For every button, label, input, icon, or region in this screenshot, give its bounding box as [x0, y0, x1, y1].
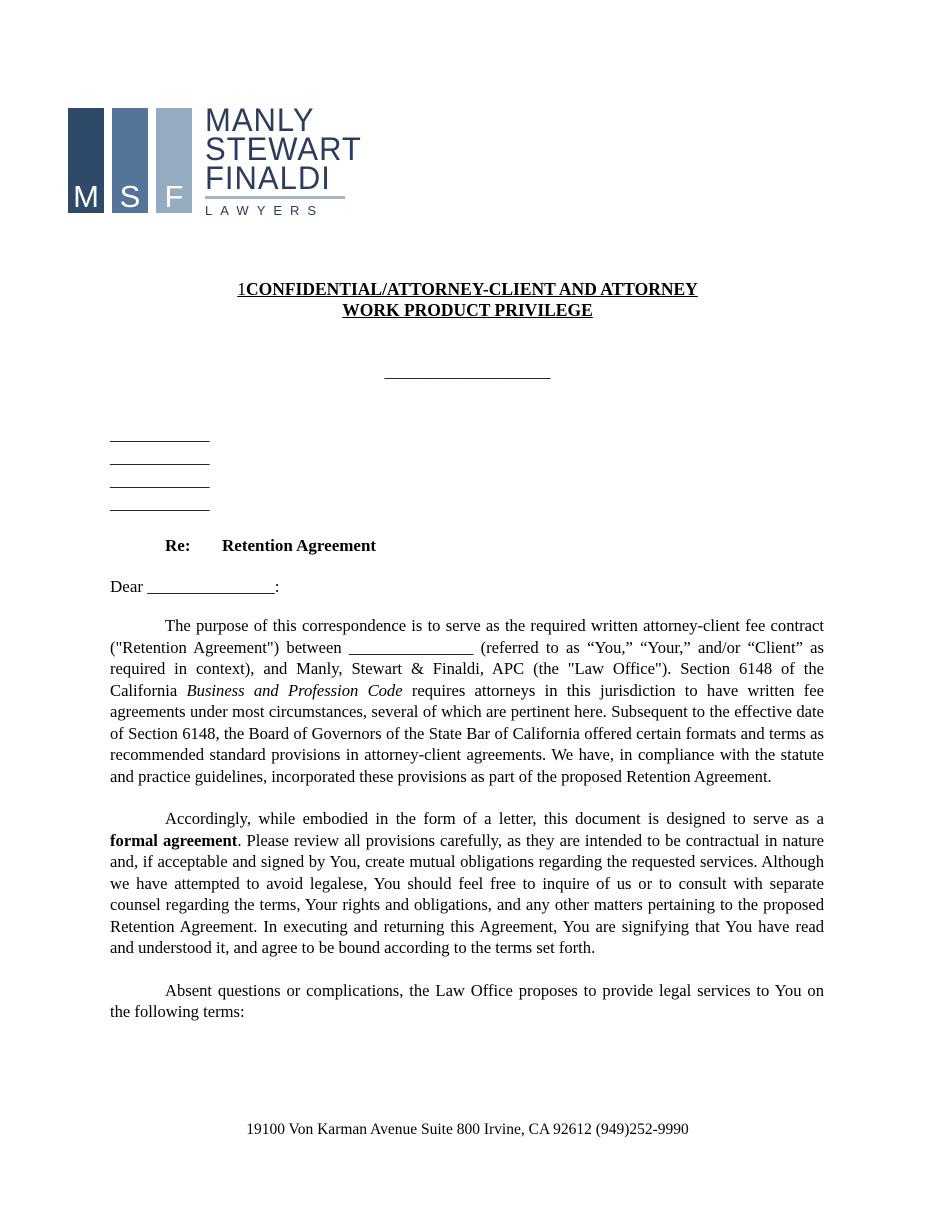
firm-name [205, 101, 362, 218]
firm-name-manly: MANLY [205, 101, 315, 139]
date-blank-line: ____________________ [384, 362, 551, 381]
paragraph-1-text: The purpose of this correspondence is to serve as the required written attorney-client fee contract ("Retention Agreement") between _______________ (referred to as “You,” “Your,” and/or “Client” as required in context), and Manly, Stewart & Finaldi, APC (the "Law Office"). Section 6148 of the California [110, 616, 824, 700]
footer-address: 19100 Von Karman Avenue Suite 800 Irvine, CA 92612 (949)252-9990 [246, 1121, 689, 1138]
salutation [110, 577, 280, 597]
salutation-blank: _______________ [147, 577, 275, 596]
title-line-1 [0, 279, 935, 300]
confidentiality-title [0, 279, 935, 321]
bar-letter-m: M [73, 179, 99, 214]
body-paragraph-2 [110, 808, 824, 959]
bar-letter-f: F [164, 179, 184, 214]
firm-tagline-lawyers: LAWYERS [205, 203, 325, 218]
statute-title-italic: Business and Profession Code [186, 680, 403, 700]
salutation-prefix: Dear [110, 577, 148, 596]
firm-name-stewart: STEWART [205, 130, 362, 168]
address-blank-line: ____________ [110, 494, 210, 513]
formal-agreement-bold: formal agreement [110, 830, 238, 850]
msf-monogram [68, 108, 192, 218]
paragraph-2-text-cont: . Please review all provisions carefully, as they are intended to be contractual in nature and, if acceptable and signed by You, create mutual obligations regarding the requested services. Although we have attempted to avoid legalese, You should feel free to inquire of us or to consult with separate counsel regarding the terms, Your rights and obligations, and any other matters pertaining to the proposed Retention Agreement. In executing and returning this Agreement, You are signifying that You have read and understood it, and agree to be bound according to the terms set forth. [110, 830, 824, 957]
salutation-colon: : [274, 577, 280, 596]
paragraph-1-text-cont: requires attorneys in this jurisdiction to have written fee agreements under most circumstances, several of which are pertinent here. Subsequent to the effective date of Section 6148, the Board of Governors of the State Bar of California offered certain formats and terms as recommended standard provisions in attorney-client agreements. We have, in compliance with the statute and practice guidelines, incorporated these provisions as part of the proposed Retention Agreement. [110, 680, 824, 786]
letter-body [110, 615, 824, 1023]
bar-letter-s: S [119, 179, 141, 214]
re-line [165, 536, 376, 556]
address-blank-line: ____________ [110, 471, 210, 490]
logo-bar-m [68, 108, 104, 213]
logo-bar-s [112, 108, 148, 213]
firm-name-finaldi: FINALDI [205, 159, 331, 197]
re-label: Re: [165, 536, 191, 555]
logo-bar-f [156, 108, 192, 213]
recipient-address-blanks [110, 423, 210, 515]
address-blank-line: ____________ [110, 425, 210, 444]
body-paragraph-3: Absent questions or complications, the Law Office proposes to provide legal services to You on the following terms: [110, 980, 824, 1021]
firm-name-divider [205, 196, 345, 199]
title-line-2-text: WORK PRODUCT PRIVILEGE [342, 300, 593, 320]
paragraph-2-text: Accordingly, while embodied in the form of a letter, this document is designed to serve as a [165, 809, 824, 828]
title-prefix: 1 [237, 279, 246, 299]
re-subject: Retention Agreement [222, 536, 377, 555]
address-blank-line: ____________ [110, 448, 210, 467]
body-paragraph-1 [110, 615, 824, 787]
title-line-1-text: CONFIDENTIAL/ATTORNEY-CLIENT AND ATTORNEY [245, 279, 698, 299]
law-firm-logo [68, 101, 362, 218]
title-line-2 [0, 300, 935, 321]
